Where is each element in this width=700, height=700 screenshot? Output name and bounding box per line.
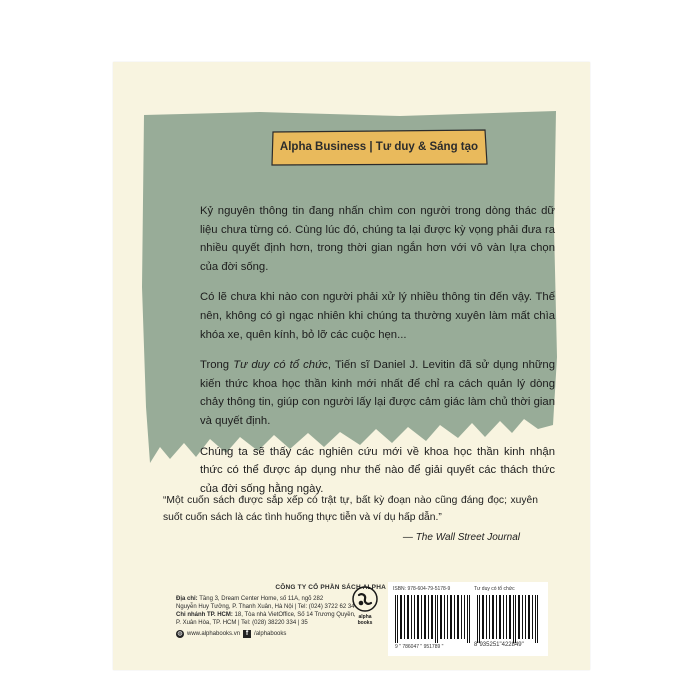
barcode-number-left: 9 " 786047 " 951789 " (395, 644, 444, 650)
quote-dash: — (402, 532, 416, 543)
publisher-name: CÔNG TY CỔ PHẦN SÁCH ALPHA (275, 584, 386, 591)
category-tag-label: Alpha Business | Tư duy & Sáng tạo (279, 141, 479, 153)
logo-line-2: books (357, 619, 373, 626)
alpha-books-logo (351, 585, 379, 647)
branch-label: Chi nhánh TP. HCM: (176, 612, 233, 618)
facebook-link[interactable]: /alphabooks (254, 631, 287, 637)
category-tag (270, 128, 488, 166)
book-description (200, 202, 555, 510)
review-quote: “Một cuốn sách được sắp xếp có trật tự, bất kỳ đoạn nào cũng đáng đọc; xuyên suốt cuốn sách là các tình huống thực tiễn và ví dụ hấp dẫn.” (163, 495, 538, 523)
paragraph-3-rest: , Tiến sĩ Daniel J. Levitin đã sử dụng những kiến thức khoa học thần kinh mới nhất để chỉ ra cách quản lý dòng chảy thông tin, giúp con người lấy lại được cảm giác làm chủ thời gian và quyết định. (200, 359, 555, 427)
address-text-1: Tầng 3, Dream Center Home, số 11A, ngõ 282 (197, 596, 324, 602)
address-label: Địa chỉ: (176, 596, 198, 602)
website-link[interactable]: www.alphabooks.vn (187, 631, 241, 637)
branch-text-1: 18, Tòa nhà VietOffice, Số 14 Trương Quyền, (232, 612, 356, 618)
publisher-address-line-2: Nguyễn Huy Tưởng, P. Thanh Xuân, Hà Nội | Tel: (024) 3722 62 34 (176, 604, 355, 610)
barcode-book-title: Tư duy có tổ chức (474, 586, 515, 592)
barcode-number-right: 8"935251"422849" (474, 642, 524, 648)
isbn-text: ISBN: 978-604-79-5178-9 (393, 586, 451, 592)
logo-wordmark (351, 615, 379, 626)
description-paragraph-4: Chúng ta sẽ thấy các nghiên cứu mới về khoa học thần kinh nhận thức có thể được áp dụng như thế nào để giải quyết các thách thức của đời sống hằng ngày. (200, 445, 555, 495)
description-paragraph-2: Có lẽ chưa khi nào con người phải xử lý nhiều thông tin đến vậy. Thế nên, không có gì ngạc nhiên khi chúng ta thường xuyên làm mất chìa khóa xe, quên kính, bỏ lỡ các cuộc hẹn... (200, 291, 555, 341)
barcode-area (388, 582, 548, 656)
globe-icon: ◍ (177, 631, 183, 637)
facebook-icon: f (243, 630, 251, 638)
description-paragraph-1: Kỷ nguyên thông tin đang nhấn chìm con người trong dòng thác dữ liệu chưa từng có. Cùng lúc đó, chúng ta lại được kỳ vọng phải đưa ra nhiều quyết định hơn, trong thời gian ngắn hơn với vô vàn lựa chọn của đời sống. (200, 205, 555, 273)
logo-line-1: alpha (358, 614, 372, 620)
book-title-italic: Tư duy có tổ chức (233, 359, 328, 372)
quote-source-name: The Wall Street Journal (415, 532, 520, 543)
paragraph-3-prefix: Trong (200, 359, 234, 372)
alpha-books-logo-icon (351, 585, 379, 615)
green-note-paper (140, 107, 560, 495)
quote-attribution (403, 532, 520, 543)
description-paragraph-3 (200, 356, 555, 430)
barcode-graphic (393, 595, 543, 643)
publisher-branch-line-2: P. Xuân Hòa, TP. HCM | Tel: (028) 38220 334 | 35 (176, 620, 308, 626)
book-back-cover (113, 62, 590, 670)
